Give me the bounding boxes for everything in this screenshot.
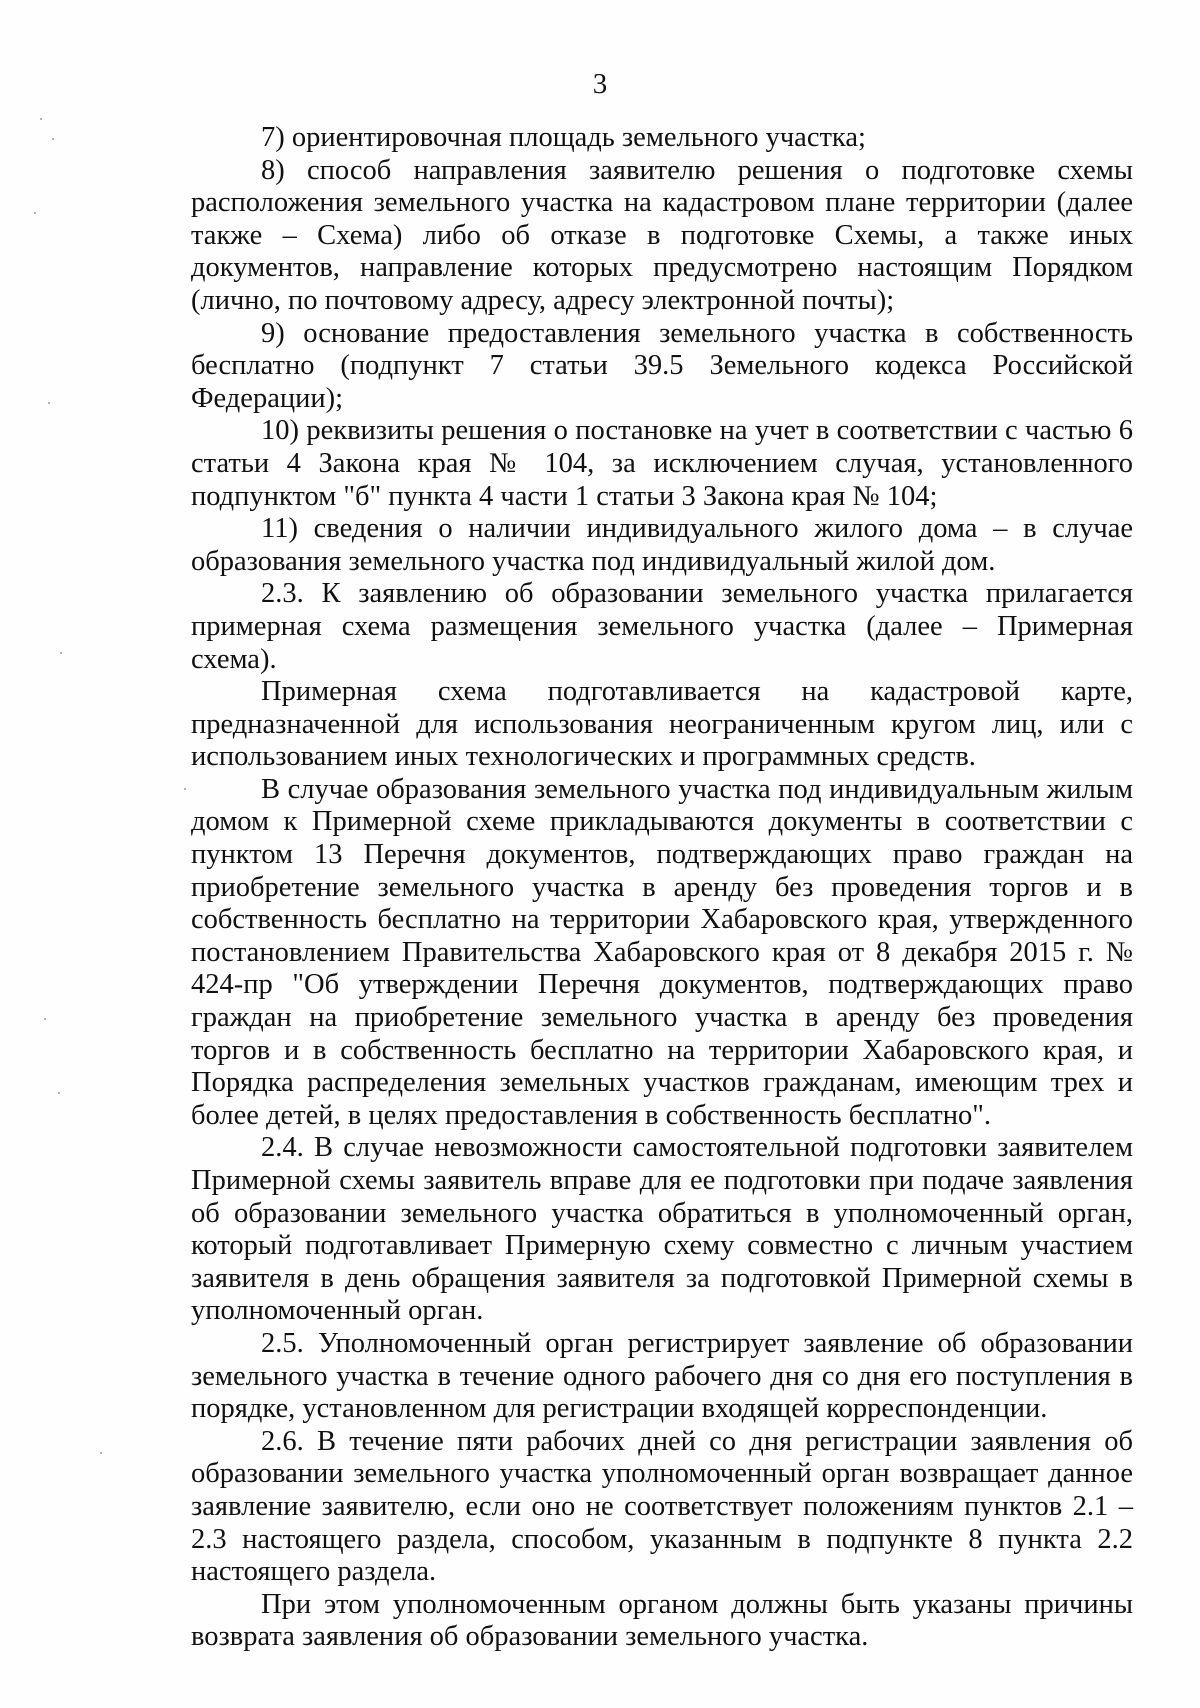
paragraph-item-10: 10) реквизиты решения о постановке на учет в соответствии с частью 6 статьи 4 Закона края № 104, за исключением случая, установленного подпунктом "б" пункта 4 части 1 статьи 3 Закона края № 104; [191,415,1133,512]
document-body [191,122,1133,1654]
scan-speck [58,1092,60,1094]
scan-speck [100,1452,102,1454]
paragraph-item-9: 9) основание предоставления земельного участка в собственность бесплатно (подпункт 7 статьи 39.5 Земельного кодекса Российской Федерации); [191,317,1133,414]
scan-speck [52,138,54,140]
scan-speck [40,118,42,120]
page-number: 3 [592,68,608,100]
scan-speck [48,402,50,404]
paragraph-section-2-5: 2.5. Уполномоченный орган регистрирует заявление об образовании земельного участка в течение одного рабочего дня со дня его поступления в порядке, установленном для регистрации входящей корреспонденции. [191,1327,1133,1425]
paragraph-return-reasons: При этом уполномоченным органом должны быть указаны причины возврата заявления об образовании земельного участка. [191,1588,1133,1653]
scan-speck [60,652,62,654]
paragraph-section-2-3: 2.3. К заявлению об образовании земельного участка прилагается примерная схема размещения земельного участка (далее – Примерная схема). [191,578,1133,675]
paragraph-example-scheme: Примерная схема подготавливается на кадастровой карте, предназначенной для использования неограниченным кругом лиц, или с использованием иных технологических и программных средств. [191,676,1133,773]
scan-speck [34,212,36,214]
paragraph-item-8: 8) способ направления заявителю решения о подготовке схемы расположения земельного участка на кадастровом плане территории (далее также – Схема) либо об отказе в подготовке Схемы, а также иных документов, направление которых предусмотрено настоящим Порядком (лично, по почтовому адресу, адресу электронной почты); [191,154,1133,316]
paragraph-residential-case: В случае образования земельного участка под индивидуальным жилым домом к Примерной схеме прикладываются документы в соответствии с пунктом 13 Перечня документов, подтверждающих право граждан на приобретение земельного участка в аренду без проведения торгов и в собственность бесплатно на территории Хабаровского края, утвержденного постановлением Правительства Хабаровского края от 8 декабря 2015 г. № 424-пр "Об утверждении Перечня документов, подтверждающих право граждан на приобретение земельного участка в аренду без проведения торгов и в собственность бесплатно на территории Хабаровского края, и Порядка распределения земельных участков гражданам, имеющим трех и более детей, в целях предоставления в собственность бесплатно". [191,773,1133,1131]
paragraph-item-11: 11) сведения о наличии индивидуального жилого дома – в случае образования земельного участка под индивидуальный жилой дом. [191,513,1133,577]
paragraph-item-7: 7) ориентировочная площадь земельного участка; [261,122,866,153]
paragraph-section-2-6: 2.6. В течение пяти рабочих дней со дня регистрации заявления об образовании земельного участка уполномоченный орган возвращает данное заявление заявителю, если оно не соответствует положениям пунктов 2.1 – 2.3 настоящего раздела, способом, указанным в подпункте 8 пункта 2.2 настоящего раздела. [191,1425,1133,1588]
scan-speck [44,1018,46,1020]
paragraph-section-2-4: 2.4. В случае невозможности самостоятельной подготовки заявителем Примерной схемы заявитель вправе для ее подготовки при подаче заявления об образовании земельного участка обратиться в уполномоченный орган, который подготавливает Примерную схему совместно с личным участием заявителя в день обращения заявителя за подготовкой Примерной схемы в уполномоченный орган. [191,1132,1133,1327]
scan-speck [184,788,186,790]
